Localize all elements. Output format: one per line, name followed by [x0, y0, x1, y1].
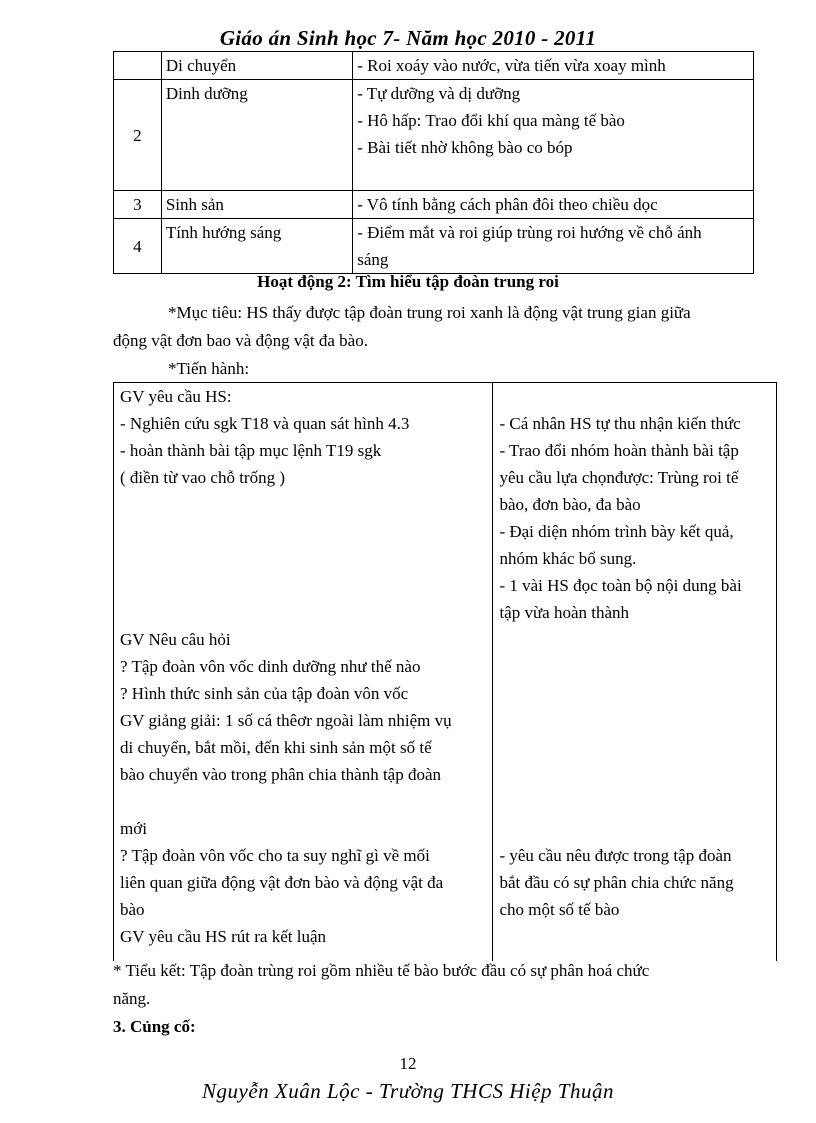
teacher-line: ( điền từ vao chỗ trống )	[120, 468, 286, 487]
student-line: bắt đầu có sự phân chia chức năng	[499, 873, 734, 892]
teacher-line	[120, 599, 492, 626]
teacher-line: ? Tập đoàn vôn vốc dinh dưỡng như thế nào	[120, 657, 421, 676]
teacher-line: GV yêu cầu HS:	[120, 387, 232, 406]
procedure-label: *Tiến hành:	[168, 359, 250, 378]
student-line	[499, 383, 776, 410]
row-label: Sinh sản	[161, 191, 352, 219]
teacher-line	[120, 572, 492, 599]
student-line: - 1 vài HS đọc toàn bộ nội dung bài	[499, 576, 742, 595]
teacher-line	[120, 545, 492, 572]
student-line	[499, 734, 776, 761]
student-line	[499, 653, 776, 680]
content-line: - Roi xoáy vào nước, vừa tiến vừa xoay mình	[357, 56, 666, 75]
teacher-line	[120, 491, 492, 518]
page-number: 12	[399, 1054, 417, 1073]
student-line	[499, 626, 776, 653]
teacher-line: ? Hình thức sinh sản của tập đoàn vôn vốc	[120, 684, 409, 703]
summary-line-2: năng.	[113, 989, 151, 1008]
student-line	[499, 815, 776, 842]
row-content	[353, 52, 754, 80]
content-line: - Tự dưỡng và dị dưỡng	[357, 84, 521, 103]
activity-table	[113, 382, 777, 961]
student-line: - Đại diện nhóm trình bày kết quả,	[499, 522, 734, 541]
teacher-line	[120, 518, 492, 545]
student-column	[493, 383, 777, 962]
row-label: Dinh dưỡng	[161, 80, 352, 191]
teacher-line: ? Tập đoàn vôn vốc cho ta suy nghĩ gì về mối	[120, 846, 430, 865]
student-line	[499, 707, 776, 734]
summary-line-1: * Tiểu kết: Tập đoàn trùng roi gồm nhiều tế bào bước đầu có sự phân hoá chức	[113, 961, 650, 980]
teacher-column	[114, 383, 493, 962]
student-line: nhóm khác bổ sung.	[499, 549, 637, 568]
teacher-line: bào chuyển vào trong phân chia thành tập đoàn	[120, 765, 442, 784]
row-content	[353, 219, 754, 274]
student-line: - yêu cầu nêu được trong tập đoàn	[499, 846, 732, 865]
teacher-line	[120, 788, 492, 815]
row-label: Di chuyển	[161, 52, 352, 80]
content-line: - Hô hấp: Trao đổi khí qua màng tế bào	[357, 111, 625, 130]
teacher-line: - hoàn thành bài tập mục lệnh T19 sgk	[120, 441, 382, 460]
teacher-line: GV Nêu câu hỏi	[120, 630, 231, 649]
teacher-line: bào	[120, 900, 145, 919]
content-line: sáng	[357, 250, 389, 269]
row-content	[353, 191, 754, 219]
student-line	[499, 761, 776, 788]
table-row	[114, 80, 754, 191]
student-line: tập vừa hoàn thành	[499, 603, 630, 622]
row-number: 4	[114, 219, 162, 274]
student-line: - Cá nhân HS tự thu nhận kiến thức	[499, 414, 741, 433]
row-number	[114, 52, 162, 80]
characteristics-table	[113, 51, 754, 274]
student-line: - Trao đổi nhóm hoàn thành bài tập	[499, 441, 739, 460]
student-line: cho một số tế bào	[499, 900, 620, 919]
page-header: Giáo án Sinh học 7- Năm học 2010 - 2011	[219, 26, 597, 50]
table-row	[114, 52, 754, 80]
activity-2-heading: Hoạt động 2: Tìm hiểu tập đoàn trung roi	[257, 272, 559, 291]
content-line: - Vô tính bằng cách phân đôi theo chiều dọc	[357, 195, 658, 214]
table-row	[114, 191, 754, 219]
teacher-line: - Nghiên cứu sgk T18 và quan sát hình 4.3	[120, 414, 410, 433]
content-line: - Bài tiết nhờ không bào co bóp	[357, 138, 573, 157]
teacher-line: GV yêu cầu HS rút ra kết luận	[120, 927, 326, 946]
student-line: bào, đơn bào, đa bào	[499, 495, 641, 514]
student-line	[499, 788, 776, 815]
row-number: 2	[114, 80, 162, 191]
teacher-line: liên quan giữa động vật đơn bào và động vật đa	[120, 873, 444, 892]
teacher-line: mới	[120, 819, 147, 838]
table-row	[114, 219, 754, 274]
student-line: yêu cầu lựa chọnđược: Trùng roi tế	[499, 468, 739, 487]
author-footer: Nguyễn Xuân Lộc - Trường THCS Hiệp Thuận	[202, 1079, 614, 1103]
objective-line-1: *Mục tiêu: HS thấy được tập đoàn trung roi xanh là động vật trung gian giữa	[168, 303, 691, 322]
row-label: Tính hướng sáng	[161, 219, 352, 274]
teacher-line: di chuyển, bắt mồi, đến khi sinh sản một số tế	[120, 738, 432, 757]
teacher-line: GV giảng giải: 1 số cá thêơr ngoài làm nhiệm vụ	[120, 711, 452, 730]
student-line	[499, 680, 776, 707]
student-line	[499, 923, 776, 950]
objective-line-2: động vật đơn bao và động vật đa bào.	[113, 331, 368, 350]
section-3-heading: 3. Củng cố:	[113, 1017, 196, 1036]
row-number: 3	[114, 191, 162, 219]
row-content	[353, 80, 754, 191]
content-line: - Điểm mắt và roi giúp trùng roi hướng về chỗ ánh	[357, 223, 702, 242]
